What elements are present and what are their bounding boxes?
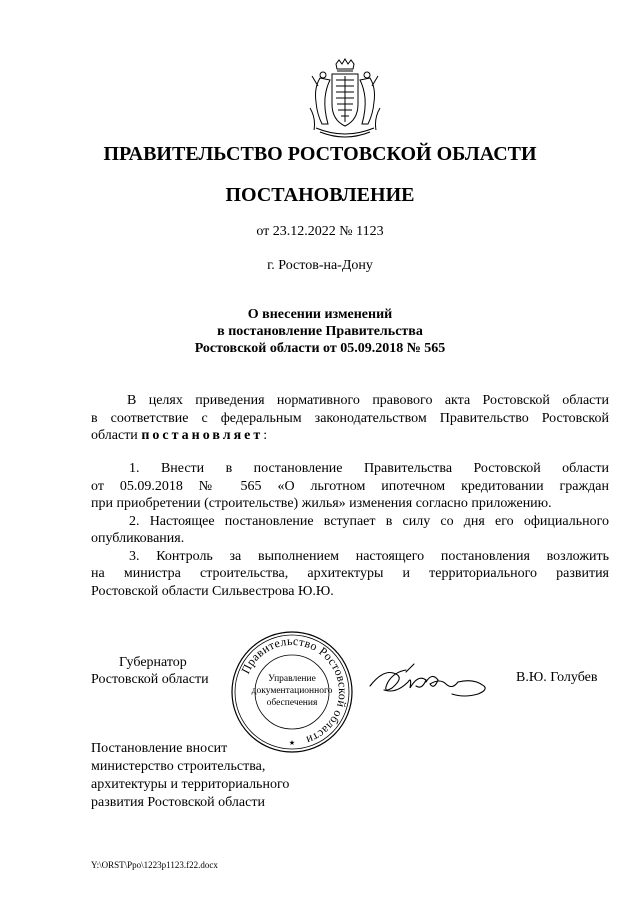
item-2-line: 2. Настоящее постановление вступает в силу со дня его официального xyxy=(129,513,609,529)
official-seal xyxy=(229,629,355,755)
item-3-line: на министра строительства, архитектуры и территориального развития xyxy=(91,566,609,581)
item-3-line: 3. Контроль за выполнением настоящего постановления возложить xyxy=(129,548,609,564)
note-line: Постановление вносит xyxy=(91,741,228,756)
text-line: В целях приведения нормативного правового акта Ростовской области xyxy=(127,393,609,408)
text-fragment: : xyxy=(263,428,268,443)
seal-outer-text: Правительство Ростовской области xyxy=(238,633,351,748)
submitted-by-note xyxy=(91,740,289,812)
seal-inner-line: обеспечения xyxy=(266,698,318,708)
item-1-line: при приобретении (строительстве) жилья» изменения согласно приложению. xyxy=(91,496,552,511)
handwritten-signature xyxy=(366,660,494,704)
seal-icon xyxy=(229,629,355,755)
subject-line: О внесении изменений xyxy=(247,307,393,322)
signer-name: В.Ю. Голубев xyxy=(516,670,598,685)
signer-position-line: Ростовской области xyxy=(91,672,209,687)
text-fragment: области xyxy=(91,428,142,443)
seal-inner-line: документационного xyxy=(251,686,333,696)
note-line: развития Ростовской области xyxy=(91,795,265,810)
government-title: ПРАВИТЕЛЬСТВО РОСТОВСКОЙ ОБЛАСТИ xyxy=(103,143,537,165)
document-type: ПОСТАНОВЛЕНИЕ xyxy=(225,184,415,206)
subject-line: в постановление Правительства xyxy=(217,324,423,339)
seal-inner-line: Управление xyxy=(268,674,316,684)
text-line: в соответствие с федеральным законодательством Правительство Ростовской xyxy=(91,410,609,426)
item-1-line: 1. Внести в постановление Правительства Ростовской области xyxy=(129,461,609,476)
item-3-line: Ростовской области Сильвестрова Ю.Ю. xyxy=(91,583,334,599)
signature-icon xyxy=(366,660,494,704)
file-path-footer: Y:\ORST\Ppo\1223p1123.f22.docx xyxy=(91,860,218,870)
coat-of-arms-icon xyxy=(306,58,384,140)
seal-star: ★ xyxy=(288,739,296,747)
item-2-line: опубликования. xyxy=(91,531,185,546)
document-subject xyxy=(0,306,640,357)
note-line: министерство строительства, xyxy=(91,759,266,774)
text-line xyxy=(91,427,609,445)
document-city: г. Ростов-на-Дону xyxy=(267,258,373,273)
coat-of-arms-emblem xyxy=(306,58,384,140)
preamble-paragraph xyxy=(91,392,609,445)
subject-line: Ростовской области от 05.09.2018 № 565 xyxy=(194,341,446,356)
item-1-line: от 05.09.2018 № 565 «О льготном ипотечном кредитовании граждан xyxy=(91,478,609,494)
signer-position-line: Губернатор xyxy=(119,655,187,670)
document-date-number: от 23.12.2022 № 1123 xyxy=(256,224,384,239)
decree-items xyxy=(91,460,609,600)
signer-position xyxy=(91,654,209,688)
note-line: архитектуры и территориального xyxy=(91,777,290,792)
decree-word: постановляет xyxy=(141,428,264,443)
